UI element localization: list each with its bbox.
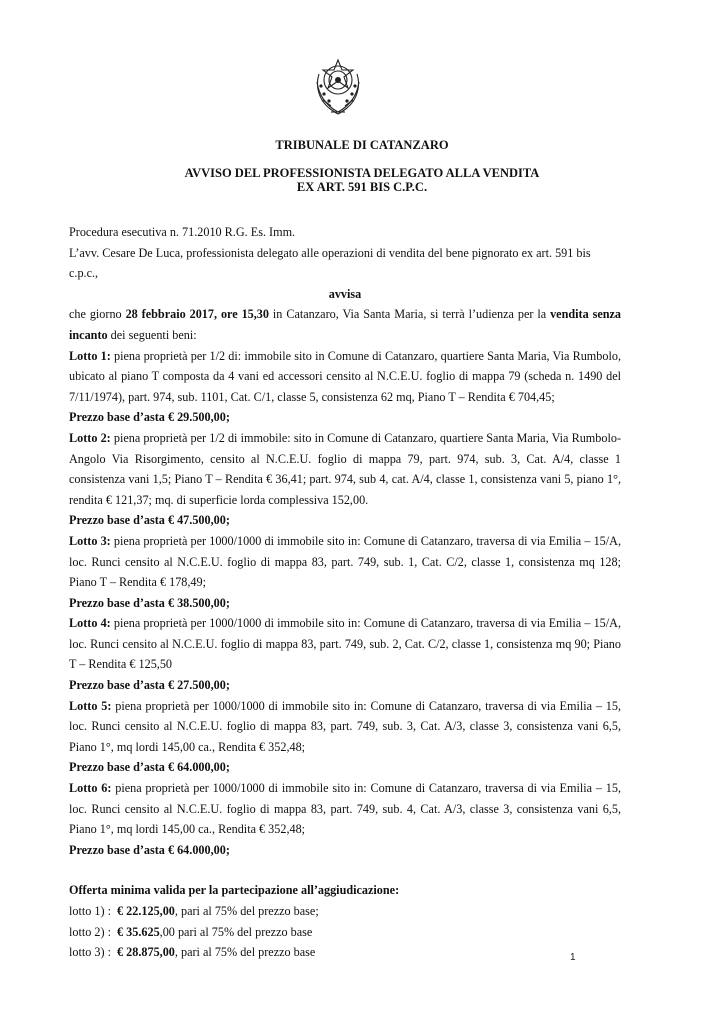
lot-base-price: Prezzo base d’asta € 64.000,00;: [69, 760, 230, 775]
spacer: [69, 860, 621, 880]
document-body: [69, 222, 621, 963]
lot-description: Lotto 4: piena proprietà per 1000/1000 di immobile sito in: Comune di Catanzaro, traversa di via Emilia – 15/A, loc. Runci censito al N.C.E.U. foglio di mappa 83, part. 749, sub. 2, Cat. C/2, classe 1, consistenza mq 90; Piano T – Rendita € 125,50: [69, 616, 621, 672]
court-title: TRIBUNALE DI CATANZARO: [275, 138, 449, 152]
sale-type: vendita senza incanto: [69, 307, 622, 342]
avvisa-heading: avvisa: [328, 286, 362, 301]
minimum-offer-heading: Offerta minima valida per la partecipazione all’aggiudicazione:: [69, 883, 400, 898]
lot-base-price: Prezzo base d’asta € 27.500,00;: [69, 678, 230, 693]
hearing-paragraph: che giorno 28 febbraio 2017, ore 15,30 in Catanzaro, Via Santa Maria, si terrà l’udienza per la vendita senza incanto dei seguenti beni:: [69, 307, 622, 342]
lot-description: Lotto 5: piena proprietà per 1000/1000 di immobile sito in: Comune di Catanzaro, traversa di via Emilia – 15, loc. Runci censito al N.C.E.U. foglio di mappa 83, part. 749, sub. 3, Cat. A/3, classe 3, consistenza vani 6,5, Piano 1°, mq lordi 145,00 ca., Rendita € 352,48;: [69, 698, 621, 754]
lot-label: Lotto 2:: [69, 430, 111, 445]
lot-label: Lotto 6:: [69, 781, 112, 796]
notice-title-line2: EX ART. 591 BIS C.P.C.: [296, 180, 428, 194]
minimum-offer-row: lotto 1) : € 22.125,00, pari al 75% del prezzo base;: [69, 904, 319, 918]
lawyer-statement: L’avv. Cesare De Luca, professionista delegato alle operazioni di vendita del bene pignorato ex art. 591 bis c.p.c.,: [69, 245, 591, 281]
lot-base-price: Prezzo base d’asta € 64.000,00;: [69, 842, 230, 857]
lot-base-price: Prezzo base d’asta € 47.500,00;: [69, 513, 230, 528]
lot-label: Lotto 5:: [69, 698, 112, 713]
lot-label: Lotto 3:: [69, 533, 111, 548]
procedure-number: Procedura esecutiva n. 71.2010 R.G. Es. Imm.: [69, 225, 296, 239]
lot-description: Lotto 3: piena proprietà per 1000/1000 di immobile sito in: Comune di Catanzaro, traversa di via Emilia – 15/A, loc. Runci censito al N.C.E.U. foglio di mappa 83, part. 749, sub. 1, Cat. C/2, classe 1, consistenza mq 128; Piano T – Rendita € 178,49;: [69, 533, 621, 590]
lot-base-price: Prezzo base d’asta € 38.500,00;: [69, 595, 230, 610]
offer-amount: € 28.875,00: [117, 945, 175, 960]
lot-description: Lotto 1: piena proprietà per 1/2 di: immobile sito in Comune di Catanzaro, quartiere Santa Maria, Via Rumbolo, ubicato al piano T composta da 4 vani ed accessori censito al N.C.E.U. foglio di mappa 79 (scheda n. 1490 del 7/11/1974), part. 974, sub. 1101, Cat. C/1, classe 5, consistenza 62 mq, Piano T – Rendita € 704,45;: [69, 348, 621, 404]
lot-base-price: Prezzo base d’asta € 29.500,00;: [69, 410, 230, 425]
minimum-offer-row: lotto 2) : € 35.625,00 pari al 75% del prezzo base: [69, 924, 313, 939]
page-number: 1: [570, 952, 576, 963]
lot-label: Lotto 4:: [69, 616, 111, 631]
italian-republic-emblem-icon: [311, 56, 365, 118]
lot-description: Lotto 6: piena proprietà per 1000/1000 di immobile sito in: Comune di Catanzaro, traversa di via Emilia – 15, loc. Runci censito al N.C.E.U. foglio di mappa 83, part. 749, sub. 4, Cat. A/3, classe 3, consistenza vani 6,5, Piano 1°, mq lordi 145,00 ca., Rendita € 352,48;: [69, 781, 621, 837]
lot-description: Lotto 2: piena proprietà per 1/2 di immobile: sito in Comune di Catanzaro, quartiere Santa Maria, Via Rumbolo-Angolo Via Risorgimento, censito al N.C.E.U. foglio di mappa 79, part. 974, sub. 3, Cat. A/4, classe 1 consistenza vani 1,5; Piano T – Rendita € 36,41; part. 974, sub 4, cat. A/4, classe 1, consistenza vani 5, piano 1°, rendita € 121,37; mq. di superficie lorda complessiva 152,00.: [69, 430, 621, 507]
lot-label: Lotto 1:: [69, 348, 111, 363]
hearing-date: 28 febbraio 2017, ore 15,30: [125, 307, 269, 322]
offer-amount: € 22.125,00: [117, 904, 175, 918]
notice-title-line1: AVVISO DEL PROFESSIONISTA DELEGATO ALLA VENDITA: [184, 166, 540, 180]
minimum-offer-row: lotto 3) : € 28.875,00, pari al 75% del prezzo base: [69, 945, 316, 960]
offer-amount: € 35.625: [117, 924, 160, 939]
